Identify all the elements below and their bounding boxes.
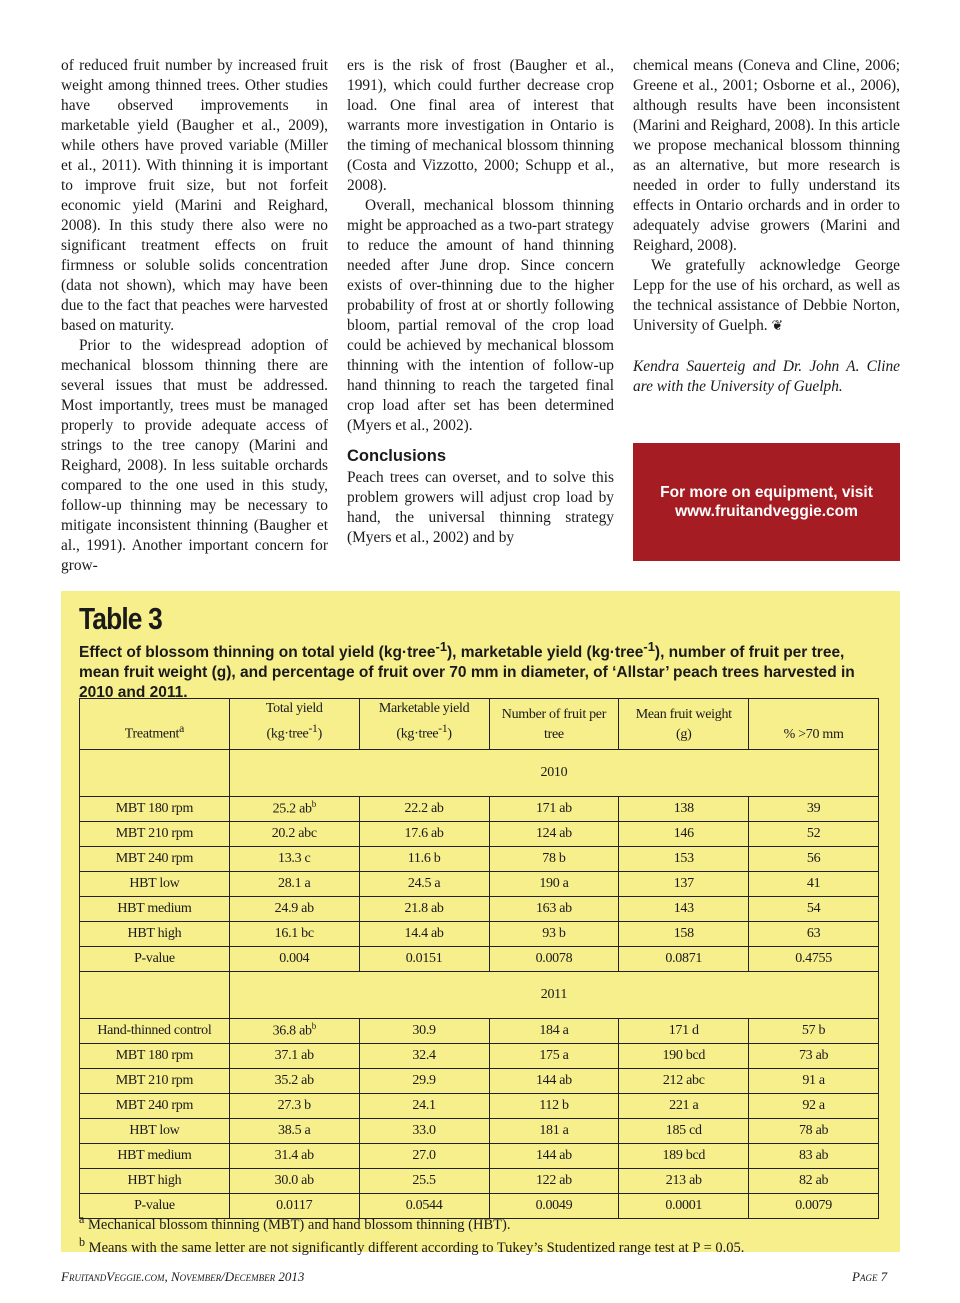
header-text: Number of fruit per xyxy=(501,706,607,722)
cell-text: 171 ab xyxy=(535,800,572,816)
paragraph: of reduced fruit number by increased fruit weight among thinned trees. Other studies have observed improvements in marketable yield (Baugher et al., 2009), while others have proved variable (Miller et al., 2011). With thinning it is important to improve fruit size, but not forfeit economic yield (Marini and Reighard, 2008). In this study there also were no significant treatment effects on fruit firmness or soluble solids concentration (data not shown), which may have been due to the fact that peaches were harvested based on maturity. xyxy=(61,57,328,334)
cell-total-yield xyxy=(229,921,359,946)
cell-total-yield xyxy=(229,1093,359,1118)
cell-text: 0.0049 xyxy=(535,1197,573,1213)
cell-sup: b xyxy=(311,799,316,810)
cell-treatment xyxy=(80,1168,230,1193)
table-row xyxy=(80,1068,879,1093)
cell-text: 0.0079 xyxy=(795,1197,832,1213)
cell-text: 124 ab xyxy=(535,825,572,841)
table-row xyxy=(80,1018,879,1043)
header-text: tree xyxy=(544,726,564,742)
table-footnotes xyxy=(79,1211,744,1257)
cell-treatment xyxy=(80,1018,230,1043)
cell-treatment xyxy=(80,921,230,946)
cell-total-yield xyxy=(229,871,359,896)
cell-text: MBT 180 rpm xyxy=(115,800,194,816)
header-sup: -1 xyxy=(438,722,448,735)
section-heading-conclusions: Conclusions xyxy=(347,447,447,465)
cell-marketable-yield xyxy=(359,796,489,821)
cell-text: 137 xyxy=(673,875,694,891)
year-row-blank xyxy=(80,971,230,1018)
cell-marketable-yield xyxy=(359,1168,489,1193)
cell-text: HBT medium xyxy=(117,900,192,916)
cell-mean-weight xyxy=(619,1168,749,1193)
cell-total-yield xyxy=(229,796,359,821)
cell-text: 171 d xyxy=(668,1022,699,1038)
cell-text: 189 bcd xyxy=(662,1147,706,1163)
cell-text: 17.6 ab xyxy=(404,825,444,841)
header-text: Treatment xyxy=(124,726,180,742)
promo-text: For more on equipment, visit xyxy=(660,484,873,501)
cell-total-yield xyxy=(229,1168,359,1193)
cell-text: 92 a xyxy=(802,1097,825,1113)
cell-mean-weight xyxy=(619,921,749,946)
cell-text: 24.1 xyxy=(412,1097,436,1113)
cell-text: MBT 240 rpm xyxy=(115,850,194,866)
cell-total-yield xyxy=(229,1143,359,1168)
cell-text: P-value xyxy=(134,950,175,966)
cell-text: 27.3 b xyxy=(277,1097,311,1113)
cell-fruit-number xyxy=(489,1068,619,1093)
cell-text: MBT 210 rpm xyxy=(115,1072,194,1088)
cell-text: Hand-thinned control xyxy=(97,1022,212,1038)
cell-marketable-yield xyxy=(359,821,489,846)
cell-treatment xyxy=(80,821,230,846)
cell-treatment xyxy=(80,871,230,896)
cell-treatment xyxy=(80,1118,230,1143)
cell-mean-weight xyxy=(619,846,749,871)
cell-text: 21.8 ab xyxy=(404,900,444,916)
header-treatment xyxy=(80,699,230,750)
table-row xyxy=(80,896,879,921)
cell-text: HBT low xyxy=(129,875,180,891)
cell-marketable-yield xyxy=(359,1093,489,1118)
table-row xyxy=(80,946,879,971)
table-row xyxy=(80,1043,879,1068)
cell-text: 0.0151 xyxy=(405,950,443,966)
cell-text: 78 ab xyxy=(798,1122,829,1138)
caption-text: ), marketable yield (kg·tree xyxy=(447,644,644,662)
cell-text: 112 b xyxy=(539,1097,569,1113)
footnote-mark: b xyxy=(79,1234,86,1249)
header-text: ) xyxy=(317,726,322,742)
footnote-text: Means with the same letter are not significantly different according to Tukey’s Studentized range test at P = 0.05. xyxy=(88,1239,745,1256)
cell-pct-over-70 xyxy=(749,1193,879,1218)
header-text: Mean fruit weight xyxy=(635,706,732,722)
header-marketable-yield xyxy=(359,699,489,750)
cell-text: 63 xyxy=(806,925,821,941)
footnote-b xyxy=(79,1234,744,1257)
cell-fruit-number xyxy=(489,871,619,896)
cell-text: 73 ab xyxy=(798,1047,829,1063)
cell-text: 91 a xyxy=(802,1072,825,1088)
cell-marketable-yield xyxy=(359,896,489,921)
cell-text: 31.4 ab xyxy=(274,1147,314,1163)
cell-fruit-number xyxy=(489,1168,619,1193)
header-mean-weight xyxy=(619,699,749,750)
cell-text: 143 xyxy=(673,900,694,916)
article-column-1 xyxy=(61,56,328,576)
cell-text: 0.0078 xyxy=(535,950,573,966)
cell-text: 54 xyxy=(806,900,821,916)
cell-text: 56 xyxy=(806,850,821,866)
cell-marketable-yield xyxy=(359,1118,489,1143)
footer-publication: FruitandVeggie.com, November/December 2013 xyxy=(61,1269,305,1284)
cell-text: 16.1 bc xyxy=(274,925,314,941)
cell-text: 138 xyxy=(673,800,694,816)
cell-text: 24.5 a xyxy=(407,875,441,891)
results-table xyxy=(79,698,879,1219)
cell-text: 20.2 abc xyxy=(271,825,317,841)
cell-treatment xyxy=(80,1043,230,1068)
cell-fruit-number xyxy=(489,1118,619,1143)
paragraph: Prior to the widespread adoption of mechanical blossom thinning there are several issues that must be addressed. Most importantly, trees must be managed properly to provide adequate access of strings to the tree canopy (Marini and Reighard, 2008). In less suitable orchards compared to the one used in this study, follow-up thinning may be necessary to mitigate inconsistent thinning (Baugher et al., 1991). Another important concern for grow- xyxy=(61,337,328,574)
cell-text: 144 ab xyxy=(535,1072,572,1088)
year-row-2010 xyxy=(80,749,879,796)
cell-treatment xyxy=(80,896,230,921)
cell-text: 122 ab xyxy=(535,1172,572,1188)
promo-link[interactable]: www.fruitandveggie.com xyxy=(675,503,858,520)
cell-text: 39 xyxy=(806,800,821,816)
cell-fruit-number xyxy=(489,821,619,846)
cell-text: 185 cd xyxy=(665,1122,702,1138)
cell-pct-over-70 xyxy=(749,1018,879,1043)
cell-treatment xyxy=(80,946,230,971)
cell-pct-over-70 xyxy=(749,1118,879,1143)
year-label: 2010 xyxy=(229,749,878,796)
cell-treatment xyxy=(80,796,230,821)
cell-text: 25.5 xyxy=(412,1172,436,1188)
cell-text: 146 xyxy=(673,825,694,841)
cell-fruit-number xyxy=(489,1043,619,1068)
cell-pct-over-70 xyxy=(749,821,879,846)
header-sup: a xyxy=(179,722,185,735)
cell-total-yield xyxy=(229,1068,359,1093)
cell-treatment xyxy=(80,1068,230,1093)
cell-marketable-yield xyxy=(359,946,489,971)
cell-text: MBT 240 rpm xyxy=(115,1097,194,1113)
cell-pct-over-70 xyxy=(749,896,879,921)
cell-marketable-yield xyxy=(359,1068,489,1093)
header-pct-over-70: % >70 mm xyxy=(749,699,879,750)
cell-treatment xyxy=(80,1143,230,1168)
cell-mean-weight xyxy=(619,896,749,921)
header-total-yield xyxy=(229,699,359,750)
cell-total-yield xyxy=(229,846,359,871)
cell-text: 0.4755 xyxy=(795,950,832,966)
cell-fruit-number xyxy=(489,896,619,921)
cell-text: 27.0 xyxy=(412,1147,436,1163)
cell-text: 30.0 ab xyxy=(274,1172,314,1188)
promo-box[interactable] xyxy=(633,443,900,561)
header-text: Marketable yield xyxy=(378,701,470,716)
table-row xyxy=(80,1143,879,1168)
cell-text: 35.2 ab xyxy=(274,1072,314,1088)
footnote-text: Mechanical blossom thinning (MBT) and hand blossom thinning (HBT). xyxy=(88,1216,511,1233)
table-row xyxy=(80,1093,879,1118)
paragraph: ers is the risk of frost (Baugher et al., 1991), which could further decrease crop load. One final area of interest that warrants more investigation in Ontario is the timing of mechanical blossom thinning (Costa and Vizzotto, 2000; Schupp et al., 2008). xyxy=(347,57,614,194)
header-fruit-number xyxy=(489,699,619,750)
cell-pct-over-70 xyxy=(749,796,879,821)
cell-text: 28.1 a xyxy=(278,875,311,891)
table-row xyxy=(80,921,879,946)
cell-mean-weight xyxy=(619,1018,749,1043)
header-sup: -1 xyxy=(308,722,318,735)
cell-total-yield xyxy=(229,946,359,971)
cell-fruit-number xyxy=(489,1093,619,1118)
cell-total-yield xyxy=(229,1043,359,1068)
paragraph xyxy=(633,256,900,337)
footer-page-number: Page 7 xyxy=(852,1269,888,1284)
end-flourish-icon: ❦ xyxy=(771,319,784,334)
cell-text: 212 abc xyxy=(662,1072,705,1088)
acknowledgement-text: We gratefully acknowledge George Lepp for the use of his orchard, as well as the technical assistance of Debbie Norton, University of Guelph. xyxy=(633,257,900,334)
header-text: (kg·tree xyxy=(396,726,439,742)
cell-text: 32.4 xyxy=(412,1047,436,1063)
cell-mean-weight xyxy=(619,796,749,821)
caption-text: Effect of blossom thinning on total yield (kg·tree xyxy=(79,644,436,662)
cell-text: 213 ab xyxy=(665,1172,702,1188)
cell-text: 14.4 ab xyxy=(404,925,444,941)
cell-mean-weight xyxy=(619,1068,749,1093)
footnote-a xyxy=(79,1211,744,1234)
table-row xyxy=(80,1118,879,1143)
cell-text: 57 b xyxy=(801,1022,826,1038)
cell-total-yield xyxy=(229,896,359,921)
paragraph: Overall, mechanical blossom thinning might be approached as a two-part strategy to reduce the amount of hand thinning needed after June drop. Since concern exists of over-thinning due to the higher probability of frost at or shortly following bloom, partial removal of the crop load could be achieved by mechanical blossom thinning with the intention of follow-up hand thinning to reach the targeted final crop load after set has been determined (Myers et al., 2002). xyxy=(347,197,614,434)
cell-text: MBT 210 rpm xyxy=(115,825,194,841)
cell-text: HBT high xyxy=(127,925,182,941)
cell-text: 33.0 xyxy=(412,1122,436,1138)
cell-text: 190 a xyxy=(539,875,569,891)
table-title: Table 3 xyxy=(79,601,162,636)
table-row xyxy=(80,871,879,896)
table-row xyxy=(80,846,879,871)
cell-marketable-yield xyxy=(359,1018,489,1043)
cell-text: MBT 180 rpm xyxy=(115,1047,194,1063)
year-row-2011 xyxy=(80,971,879,1018)
cell-fruit-number xyxy=(489,946,619,971)
cell-total-yield xyxy=(229,1118,359,1143)
header-text: (kg·tree xyxy=(266,726,309,742)
cell-text: 221 a xyxy=(669,1097,699,1113)
cell-text: 0.0117 xyxy=(276,1197,313,1213)
cell-pct-over-70 xyxy=(749,1143,879,1168)
cell-text: 0.004 xyxy=(279,950,310,966)
cell-text: 0.0544 xyxy=(405,1197,443,1213)
cell-text: 83 ab xyxy=(798,1147,829,1163)
cell-text: 82 ab xyxy=(798,1172,829,1188)
cell-text: 78 b xyxy=(542,850,566,866)
cell-text: 11.6 b xyxy=(407,850,441,866)
cell-text: 22.2 ab xyxy=(404,800,444,816)
cell-text: 158 xyxy=(673,925,694,941)
caption-text: ), number of fruit per tree, mean fruit weight (g), and percentage of fruit over 70 mm in diameter, of ‘Allstar’ peach trees harvested in 2010 and 2011. xyxy=(79,644,855,702)
cell-total-yield xyxy=(229,1018,359,1043)
article-column-3 xyxy=(633,56,900,397)
paragraph: Peach trees can overset, and to solve this problem growers will adjust crop load by hand, the universal thinning strategy (Myers et al., 2002) and by xyxy=(347,469,614,546)
cell-mean-weight xyxy=(619,1118,749,1143)
cell-fruit-number xyxy=(489,921,619,946)
cell-text: HBT high xyxy=(127,1172,182,1188)
table-row xyxy=(80,821,879,846)
cell-text: 25.2 ab xyxy=(272,801,312,817)
year-label: 2011 xyxy=(229,971,878,1018)
cell-mean-weight xyxy=(619,1093,749,1118)
cell-text: 181 a xyxy=(539,1122,569,1138)
cell-text: 41 xyxy=(806,875,821,891)
cell-fruit-number xyxy=(489,1143,619,1168)
cell-treatment xyxy=(80,1093,230,1118)
cell-pct-over-70 xyxy=(749,1043,879,1068)
cell-fruit-number xyxy=(489,796,619,821)
cell-text: 190 bcd xyxy=(662,1047,706,1063)
cell-pct-over-70 xyxy=(749,1093,879,1118)
cell-fruit-number xyxy=(489,846,619,871)
footnote-mark: a xyxy=(79,1212,85,1226)
cell-text: 184 a xyxy=(539,1022,569,1038)
cell-pct-over-70 xyxy=(749,921,879,946)
cell-pct-over-70 xyxy=(749,946,879,971)
cell-pct-over-70 xyxy=(749,1068,879,1093)
cell-text: 52 xyxy=(806,825,821,841)
cell-marketable-yield xyxy=(359,846,489,871)
caption-sup: -1 xyxy=(435,639,447,654)
cell-mean-weight xyxy=(619,1043,749,1068)
table-caption xyxy=(79,637,879,703)
paragraph: chemical means (Coneva and Cline, 2006; Greene et al., 2001; Osborne et al., 2006), although results have been inconsistent (Marini and Reighard, 2008). In this article we propose mechanical blossom thinning as an alternative, but more research is needed in order to fully understand its effects in Ontario orchards and in order to adequately advise growers (Marini and Reighard, 2008). xyxy=(633,57,900,254)
cell-text: 37.1 ab xyxy=(274,1047,314,1063)
cell-text: 93 b xyxy=(542,925,566,941)
cell-text: 24.9 ab xyxy=(274,900,314,916)
header-text: ) xyxy=(447,726,452,742)
article-column-2 xyxy=(347,56,614,548)
cell-text: HBT low xyxy=(129,1122,180,1138)
cell-text: 36.8 ab xyxy=(272,1023,312,1039)
cell-marketable-yield xyxy=(359,871,489,896)
cell-text: 30.9 xyxy=(412,1022,436,1038)
cell-text: 29.9 xyxy=(412,1072,436,1088)
cell-sup: b xyxy=(311,1021,316,1032)
cell-marketable-yield xyxy=(359,1143,489,1168)
cell-text: 175 a xyxy=(539,1047,569,1063)
cell-fruit-number xyxy=(489,1018,619,1043)
cell-text: 0.0001 xyxy=(665,1197,703,1213)
cell-text: 0.0871 xyxy=(665,950,703,966)
year-row-blank xyxy=(80,749,230,796)
caption-sup: -1 xyxy=(643,639,655,654)
cell-treatment xyxy=(80,846,230,871)
cell-text: P-value xyxy=(134,1197,175,1213)
table-row xyxy=(80,1168,879,1193)
cell-text: HBT medium xyxy=(117,1147,192,1163)
cell-pct-over-70 xyxy=(749,1168,879,1193)
cell-marketable-yield xyxy=(359,1043,489,1068)
cell-pct-over-70 xyxy=(749,871,879,896)
cell-pct-over-70 xyxy=(749,846,879,871)
table-panel xyxy=(61,591,900,1256)
cell-mean-weight xyxy=(619,871,749,896)
header-text: Total yield xyxy=(265,701,323,716)
cell-text: 38.5 a xyxy=(278,1122,311,1138)
cell-marketable-yield xyxy=(359,921,489,946)
cell-text: 153 xyxy=(673,850,694,866)
cell-mean-weight xyxy=(619,946,749,971)
header-text: (g) xyxy=(676,726,692,742)
table-row xyxy=(80,796,879,821)
cell-mean-weight xyxy=(619,821,749,846)
cell-text: 163 ab xyxy=(535,900,572,916)
table-header-row xyxy=(80,699,879,750)
cell-text: 13.3 c xyxy=(278,850,311,866)
cell-total-yield xyxy=(229,821,359,846)
cell-mean-weight xyxy=(619,1143,749,1168)
author-note: Kendra Sauerteig and Dr. John A. Cline are with the University of Guelph. xyxy=(633,358,900,395)
cell-text: 144 ab xyxy=(535,1147,572,1163)
